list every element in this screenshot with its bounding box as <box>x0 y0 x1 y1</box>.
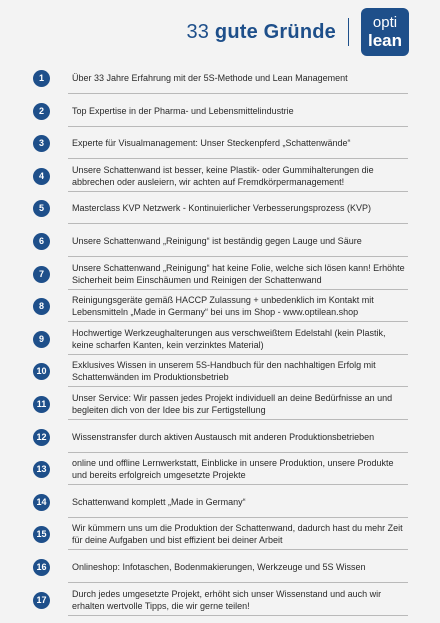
list-item <box>0 486 440 519</box>
item-text: Top Expertise in der Pharma- und Lebensmittelindustrie <box>72 105 294 116</box>
item-text: Wir kümmern uns um die Produktion der Schattenwand, dadurch hast du mehr Zeit für deine Aufgaben und bist effizient bei deiner Arbeit <box>72 523 403 546</box>
list-item <box>0 258 440 291</box>
item-number-badge: 7 <box>33 266 50 283</box>
list-item <box>0 388 440 421</box>
list-item <box>0 453 440 486</box>
item-number-badge: 16 <box>33 559 50 576</box>
item-number-badge: 12 <box>33 429 50 446</box>
item-text: Exklusives Wissen in unserem 5S-Handbuch für den nachhaltigen Erfolg mit Schattenwänden im Produktionsbetrieb <box>72 360 376 383</box>
item-text: Durch jedes umgesetzte Projekt, erhöht sich unser Wissenstand und auch wir erhalten wertvolle Tipps, die wir gerne teilen! <box>72 588 382 611</box>
list-item <box>0 323 440 356</box>
item-text: Unsere Schattenwand „Reinigung“ hat keine Folie, welche sich lösen kann! Erhöhte Sicherheit beim Einschäumen und Reinigen der Schattenwand <box>72 262 405 285</box>
item-text: Unsere Schattenwand ist besser, keine Plastik- oder Gummihalterungen die abbrechen oder ausleiern, wir achten auf Fremdkörpermanagement! <box>72 164 374 187</box>
title-divider <box>348 18 349 46</box>
logo-line-2: lean <box>367 31 403 50</box>
item-text: online und offline Lernwerkstatt, Einblicke in unsere Produktion, unsere Produkte und bereits erfolgreich umgesetzte Projekte <box>72 458 394 481</box>
list-item <box>0 127 440 160</box>
title-number: 33 <box>186 21 210 43</box>
list-item <box>0 355 440 388</box>
list-item <box>0 551 440 584</box>
item-number-badge: 13 <box>33 461 50 478</box>
item-number-badge: 4 <box>33 168 50 185</box>
header <box>0 0 440 64</box>
item-number-badge: 11 <box>33 396 50 413</box>
item-text: Hochwertige Werkzeughalterungen aus verschweißtem Edelstahl (kein Plastik, keine scharfen Kanten, kein verzinktes Material) <box>72 327 386 350</box>
item-text: Schattenwand komplett „Made in Germany“ <box>72 496 246 507</box>
item-number-badge: 5 <box>33 200 50 217</box>
item-text: Experte für Visualmanagement: Unser Steckenpferd „Schattenwände“ <box>72 138 351 149</box>
item-text: Unsere Schattenwand „Reinigung“ ist beständig gegen Lauge und Säure <box>72 236 362 246</box>
list-item <box>0 62 440 95</box>
item-number-badge: 3 <box>33 135 50 152</box>
item-text: Über 33 Jahre Erfahrung mit der 5S-Methode und Lean Management <box>72 73 348 83</box>
list-item <box>0 421 440 454</box>
item-number-badge: 2 <box>33 103 50 120</box>
list-item <box>0 95 440 128</box>
item-number-badge: 8 <box>33 298 50 315</box>
item-number-badge: 9 <box>33 331 50 348</box>
item-text: Unser Service: Wir passen jedes Projekt individuell an deine Bedürfnisse an und begleiten dich von der Idee bis zur Fertigstellung <box>72 393 393 415</box>
item-number-badge: 14 <box>33 494 50 511</box>
list-item <box>0 584 440 617</box>
title-word: gute Gründe <box>214 21 336 43</box>
page-title <box>186 21 336 44</box>
list-item <box>0 160 440 193</box>
item-number-badge: 17 <box>33 592 50 609</box>
list-item <box>0 225 440 258</box>
list-item <box>0 290 440 323</box>
item-text: Onlineshop: Infotaschen, Bodenmakierungen, Werkzeuge und 5S Wissen <box>72 562 366 572</box>
item-text: Reinigungsgeräte gemäß HACCP Zulassung + unbedenklich im Kontakt mit Lebensmitteln „Made in Germany“ bei uns im Shop - www.optilean.shop <box>72 295 374 318</box>
item-text: Masterclass KVP Netzwerk - Kontinuierlicher Verbesserungsprozess (KVP) <box>72 203 371 214</box>
item-number-badge: 10 <box>33 363 50 380</box>
item-number-badge: 1 <box>33 70 50 87</box>
list-item <box>0 518 440 551</box>
item-number-badge: 15 <box>33 526 50 543</box>
logo-line-1: opti <box>372 14 398 31</box>
item-number-badge: 6 <box>33 233 50 250</box>
optilean-logo <box>361 8 409 56</box>
list-item <box>0 192 440 225</box>
item-text: Wissenstransfer durch aktiven Austausch mit anderen Produktionsbetrieben <box>72 431 375 442</box>
item-divider <box>68 615 408 616</box>
